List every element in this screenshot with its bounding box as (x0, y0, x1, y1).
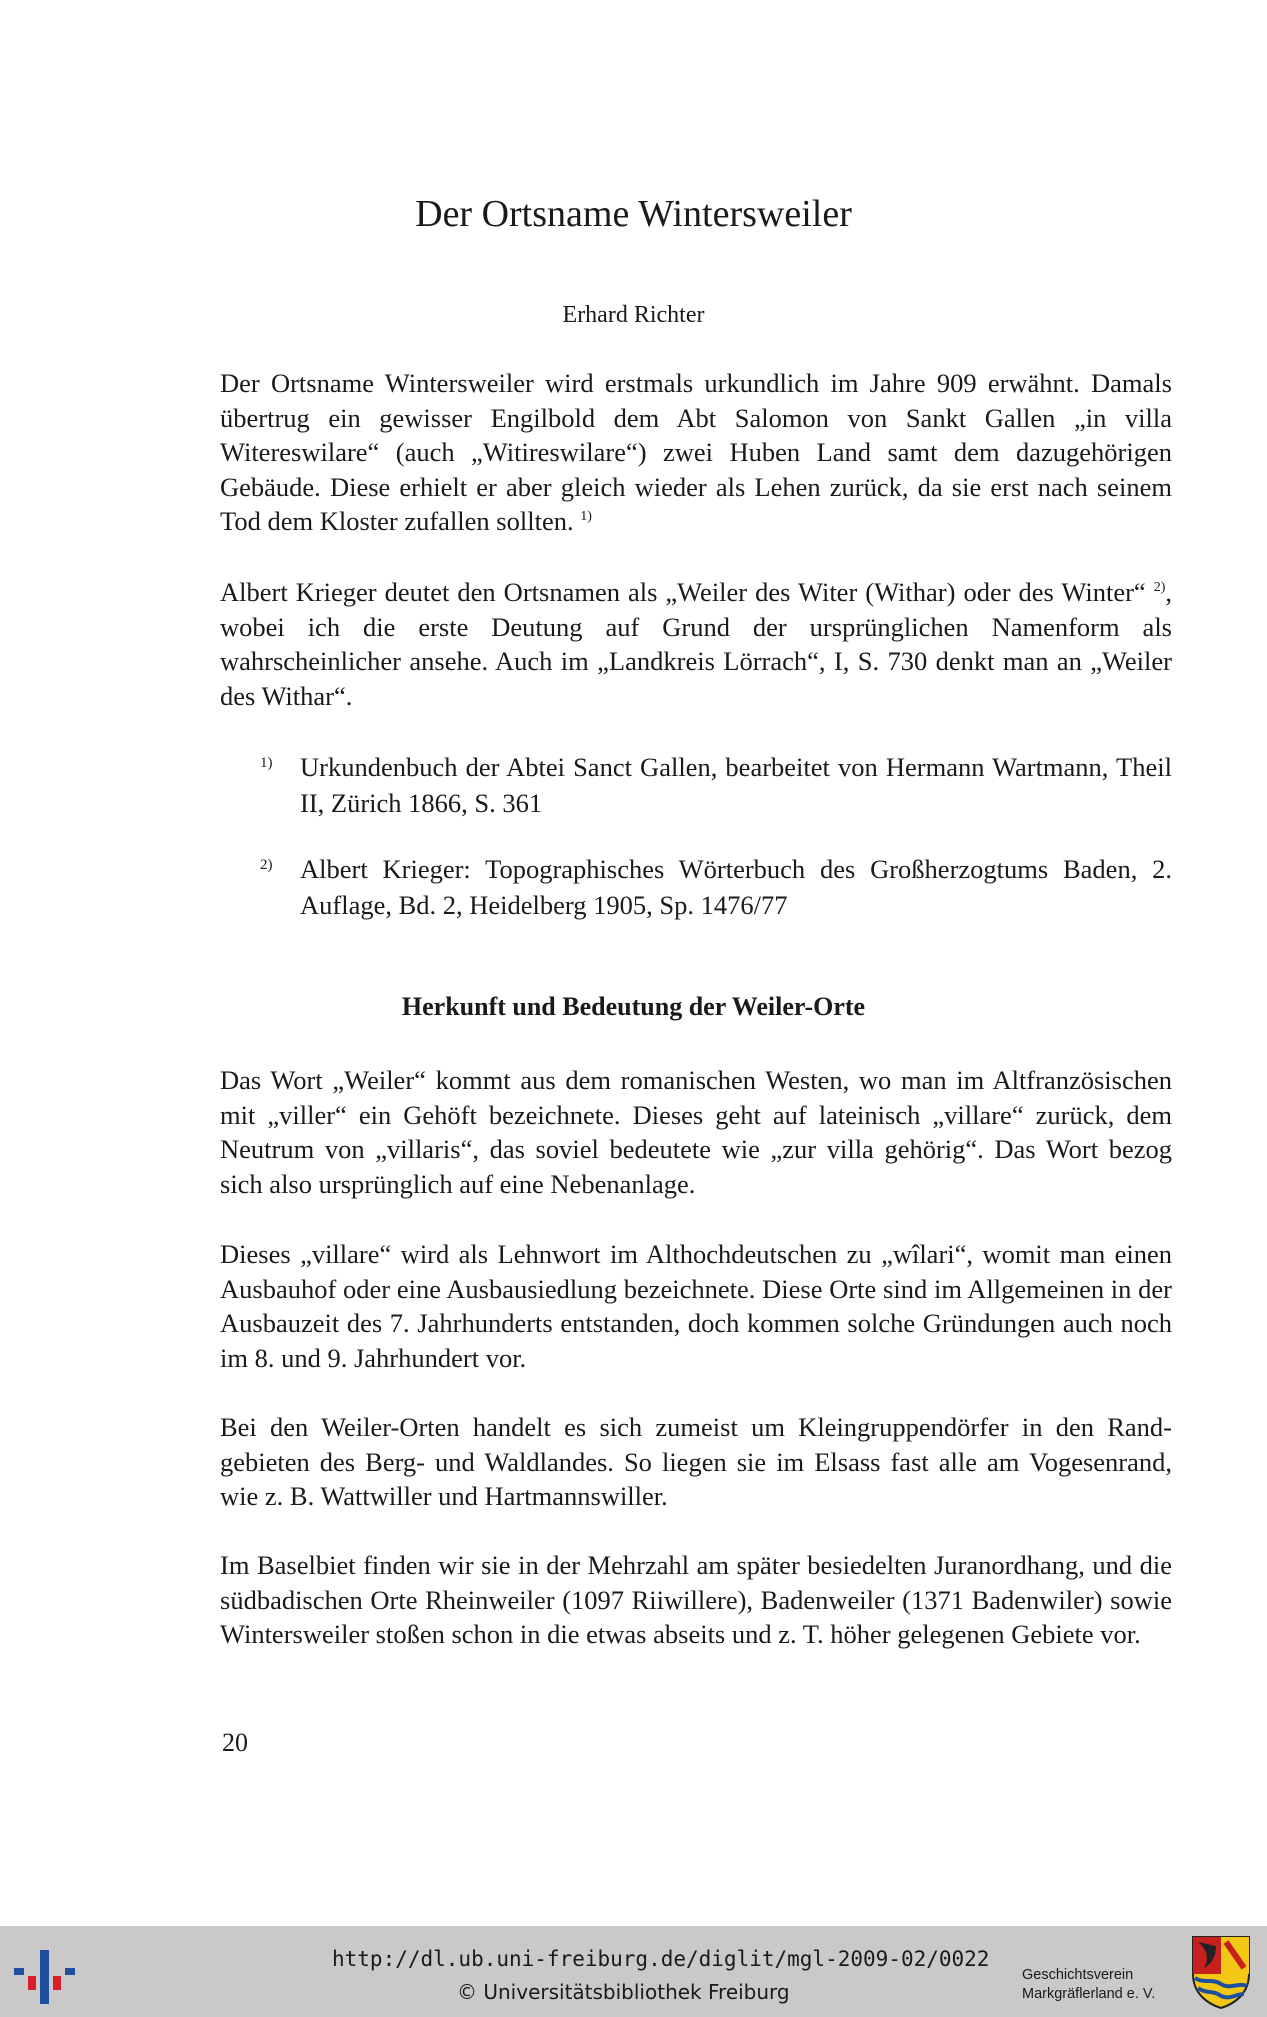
section-heading: Herkunft und Bedeutung der Weiler-Orte (401, 992, 866, 1021)
page-number: 20 (222, 1728, 248, 1757)
section-paragraph-3: Bei den Weiler-Orten handelt es sich zumeist um Kleingruppendörfer in den Randgebieten des Berg- und Waldlandes. So liegen sie im Elsass fast alle am Vogesenrand, wie z. B. Wattwiller und Hartmannswiller. (220, 1412, 1172, 1511)
paragraph-2: Albert Krieger deutet den Ortsnamen als „Weiler des Witer (Withar) oder des Winter“ $^{2)}$, wobei ich die erste Deutung auf Grund der ursprünglichen Namenform als wahrscheinlicher ansehe. Auch im „Landkreis Lörrach“, I, S. 730 denkt man an „Weiler des Withar“. (220, 577, 1172, 711)
section-paragraph-1: Das Wort „Weiler“ kommt aus dem romanischen Westen, wo man im Altfranzösischen mit „viller“ ein Gehöft bezeichnete. Dieses geht auf lateinisch „villare“ zurück, dem Neutrum von „villaris“, das soviel bedeutete wie „zur villa gehörig“. Das Wort bezog sich also ursprünglich auf eine Nebenanlage. (220, 1065, 1172, 1199)
page-title: Der Ortsname Wintersweiler (415, 193, 852, 235)
footnote-ref-2[interactable]: 2) (1153, 580, 1166, 596)
footnote-mark-1: 1) (260, 755, 273, 771)
section-paragraph-2: Dieses „villare“ wird als Lehnwort im Althochdeutschen zu „wîlari“, womit man einen Ausbauhof oder eine Ausbausiedlung bezeichnete. Diese Orte sind im Allgemeinen in der Ausbauzeit des 7. Jahrhunderts entstanden, doch kommen solche Gründungen auch noch im 8. und 9. Jahrhundert vor. (220, 1239, 1172, 1373)
society-name (1022, 1966, 1155, 2004)
society-name-line1: Geschichtsverein (1022, 1967, 1134, 1983)
footnote-1 (260, 749, 1172, 821)
footnote-text-1: Urkundenbuch der Abtei Sanct Gallen, bearbeitet von Hermann Wartmann, Theil II, Zürich 1866, S. 361 (300, 752, 1172, 818)
footer-copyright: © Universitätsbibliothek Freiburg (457, 1980, 790, 2004)
author-name: Erhard Richter (562, 302, 705, 328)
footnote-text-2: Albert Krieger: Topographisches Wörterbuch des Großherzogtums Baden, 2. Auflage, Bd. 2, Heidelberg 1905, Sp. 1476/77 (300, 854, 1172, 920)
footnote-ref-1[interactable]: 1) (580, 509, 592, 525)
footnote-2 (260, 851, 1172, 923)
society-crest-icon[interactable] (1190, 1934, 1252, 2010)
society-name-line2: Markgräflerland e. V. (1022, 1986, 1156, 2002)
footnote-mark-2: 2) (260, 857, 273, 873)
footer-url-link[interactable]: http://dl.ub.uni-freiburg.de/diglit/mgl-2009-02/0022 (332, 1947, 990, 1971)
paragraph-1: Der Ortsname Wintersweiler wird erstmals urkundlich im Jahre 909 erwähnt. Damals übertrug ein gewisser Engilbold dem Abt Salomon von Sankt Gallen „in villa Witereswilare“ (auch „Witireswilare“) zwei Huben Land samt dem dazugehörigen Gebäude. Diese erhielt er aber gleich wieder als Lehen zurück, da sie erst nach seinem Tod dem Kloster zufallen sollten. $^{1)}$ (220, 368, 1172, 536)
section-paragraph-4: Im Baselbiet finden wir sie in der Mehrzahl am später besiedelten Juranordhang, und die südbadischen Orte Rheinweiler (1097 Riiwillere), Badenweiler (1371 Badenwiler) sowie Wintersweiler stoßen schon in die etwas abseits und z. T. höher gelegenen Gebiete vor. (220, 1550, 1172, 1649)
